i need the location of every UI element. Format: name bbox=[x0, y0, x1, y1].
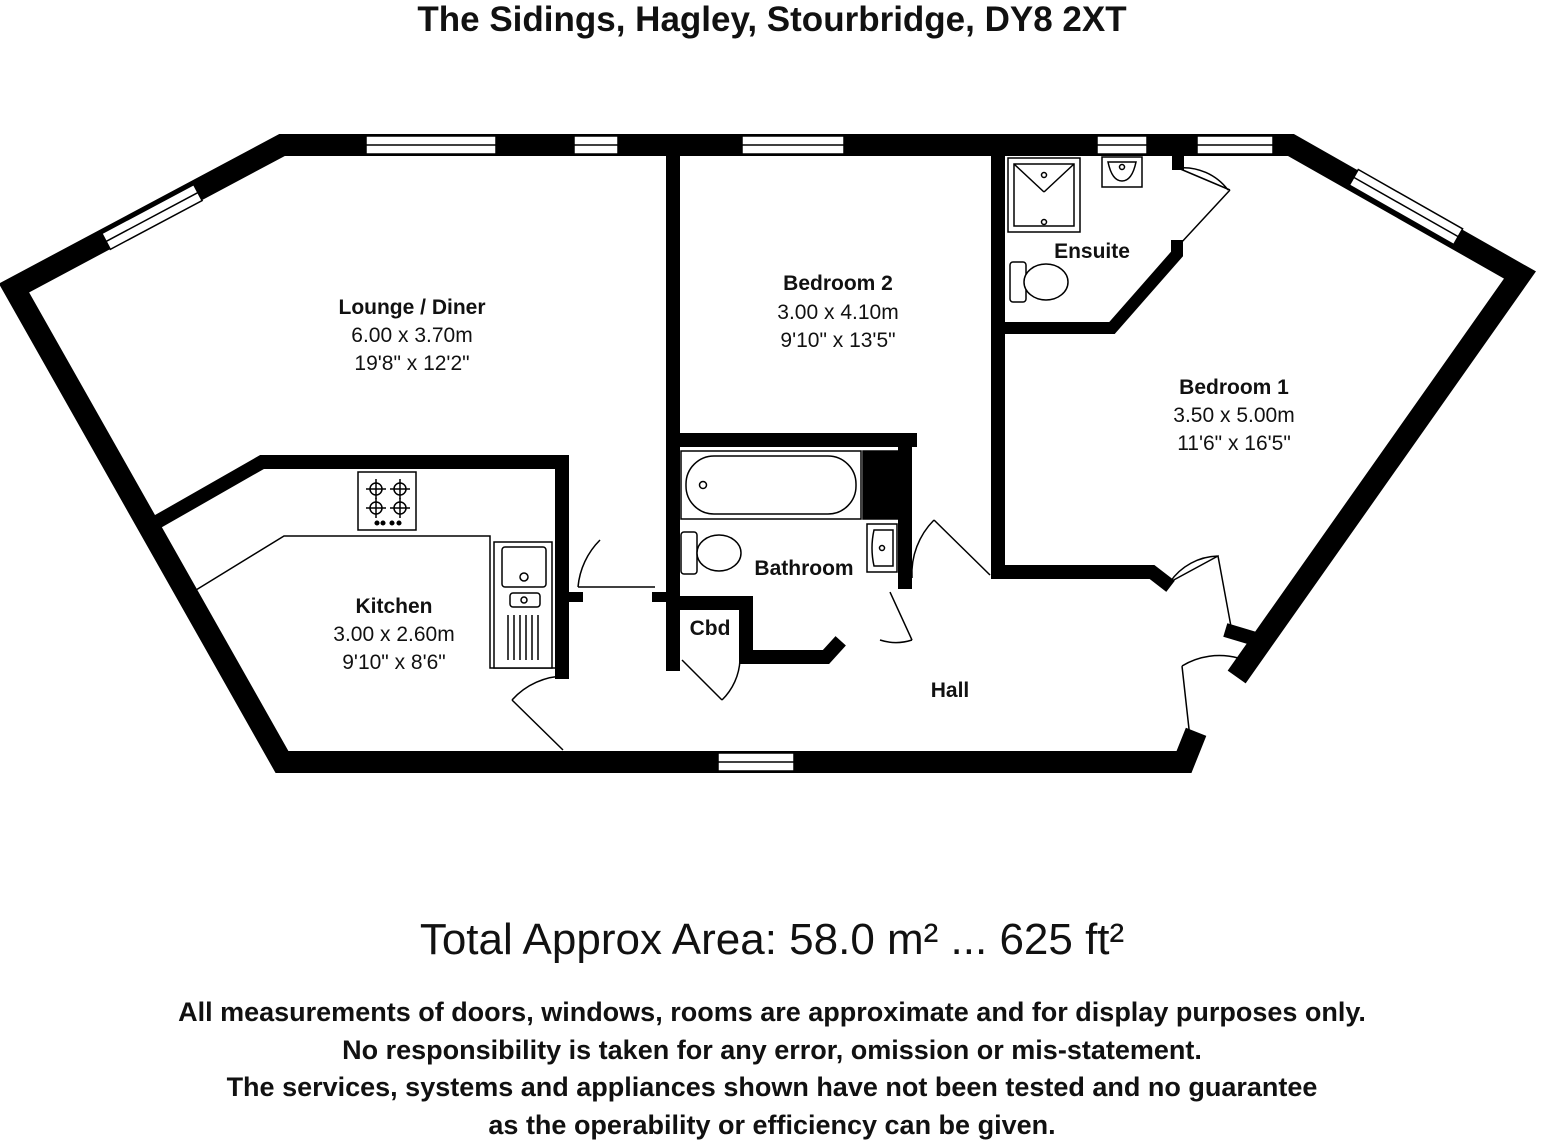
door-cbd bbox=[682, 660, 740, 700]
door-kitchen-east bbox=[578, 540, 655, 587]
room-name-kitchen: Kitchen bbox=[355, 595, 433, 618]
room-name-lounge: Lounge / Diner bbox=[338, 296, 486, 319]
door-entrance bbox=[1182, 656, 1238, 738]
bathroom-cabinet bbox=[863, 451, 898, 519]
shower-icon bbox=[1008, 158, 1080, 232]
kitchen-sink-icon bbox=[494, 542, 552, 668]
room-metric-kitchen: 3.00 x 2.60m bbox=[333, 623, 455, 646]
disclaimer-line: The services, systems and appliances shown have not been tested and no guarantee bbox=[226, 1072, 1318, 1102]
plan-title: The Sidings, Hagley, Stourbridge, DY8 2XT bbox=[417, 0, 1127, 39]
room-name-cbd: Cbd bbox=[689, 617, 731, 640]
bathroom-toilet-icon bbox=[681, 532, 741, 574]
room-metric-lounge: 6.00 x 3.70m bbox=[351, 324, 473, 347]
room-name-hall: Hall bbox=[930, 679, 970, 702]
room-imperial-kitchen: 9'10" x 8'6" bbox=[342, 651, 446, 674]
bathroom-basin-icon bbox=[867, 524, 897, 572]
disclaimer-line: as the operability or efficiency can be given. bbox=[488, 1109, 1056, 1140]
hob-icon bbox=[358, 472, 416, 530]
disclaimer-line: No responsibility is taken for any error, omission or mis-statement. bbox=[342, 1034, 1202, 1065]
door-bedroom2 bbox=[912, 520, 990, 578]
door-kitchen-hall bbox=[512, 676, 566, 750]
ensuite-basin-icon bbox=[1102, 157, 1142, 187]
ensuite-toilet-icon bbox=[1010, 262, 1068, 302]
disclaimer bbox=[0, 994, 1544, 1144]
room-imperial-bedroom1: 11'6" x 16'5" bbox=[1177, 432, 1291, 455]
bathtub-icon bbox=[681, 451, 861, 519]
room-imperial-lounge: 19'8" x 12'2" bbox=[354, 352, 470, 375]
total-area: Total Approx Area: 58.0 m² ... 625 ft² bbox=[419, 915, 1125, 964]
room-name-ensuite: Ensuite bbox=[1054, 240, 1130, 263]
room-name-bedroom2: Bedroom 2 bbox=[783, 272, 893, 295]
door-bedroom1 bbox=[1170, 556, 1232, 632]
room-metric-bedroom1: 3.50 x 5.00m bbox=[1173, 404, 1295, 427]
room-name-bathroom: Bathroom bbox=[754, 557, 854, 580]
door-bathroom bbox=[880, 592, 912, 643]
bedroom1-door-stub bbox=[1232, 632, 1252, 638]
room-imperial-bedroom2: 9'10" x 13'5" bbox=[780, 329, 896, 352]
disclaimer-line: All measurements of doors, windows, rooms are approximate and for display purposes only. bbox=[178, 997, 1366, 1027]
room-metric-bedroom2: 3.00 x 4.10m bbox=[777, 301, 899, 324]
door-ensuite bbox=[1178, 168, 1230, 244]
room-name-bedroom1: Bedroom 1 bbox=[1179, 376, 1289, 399]
